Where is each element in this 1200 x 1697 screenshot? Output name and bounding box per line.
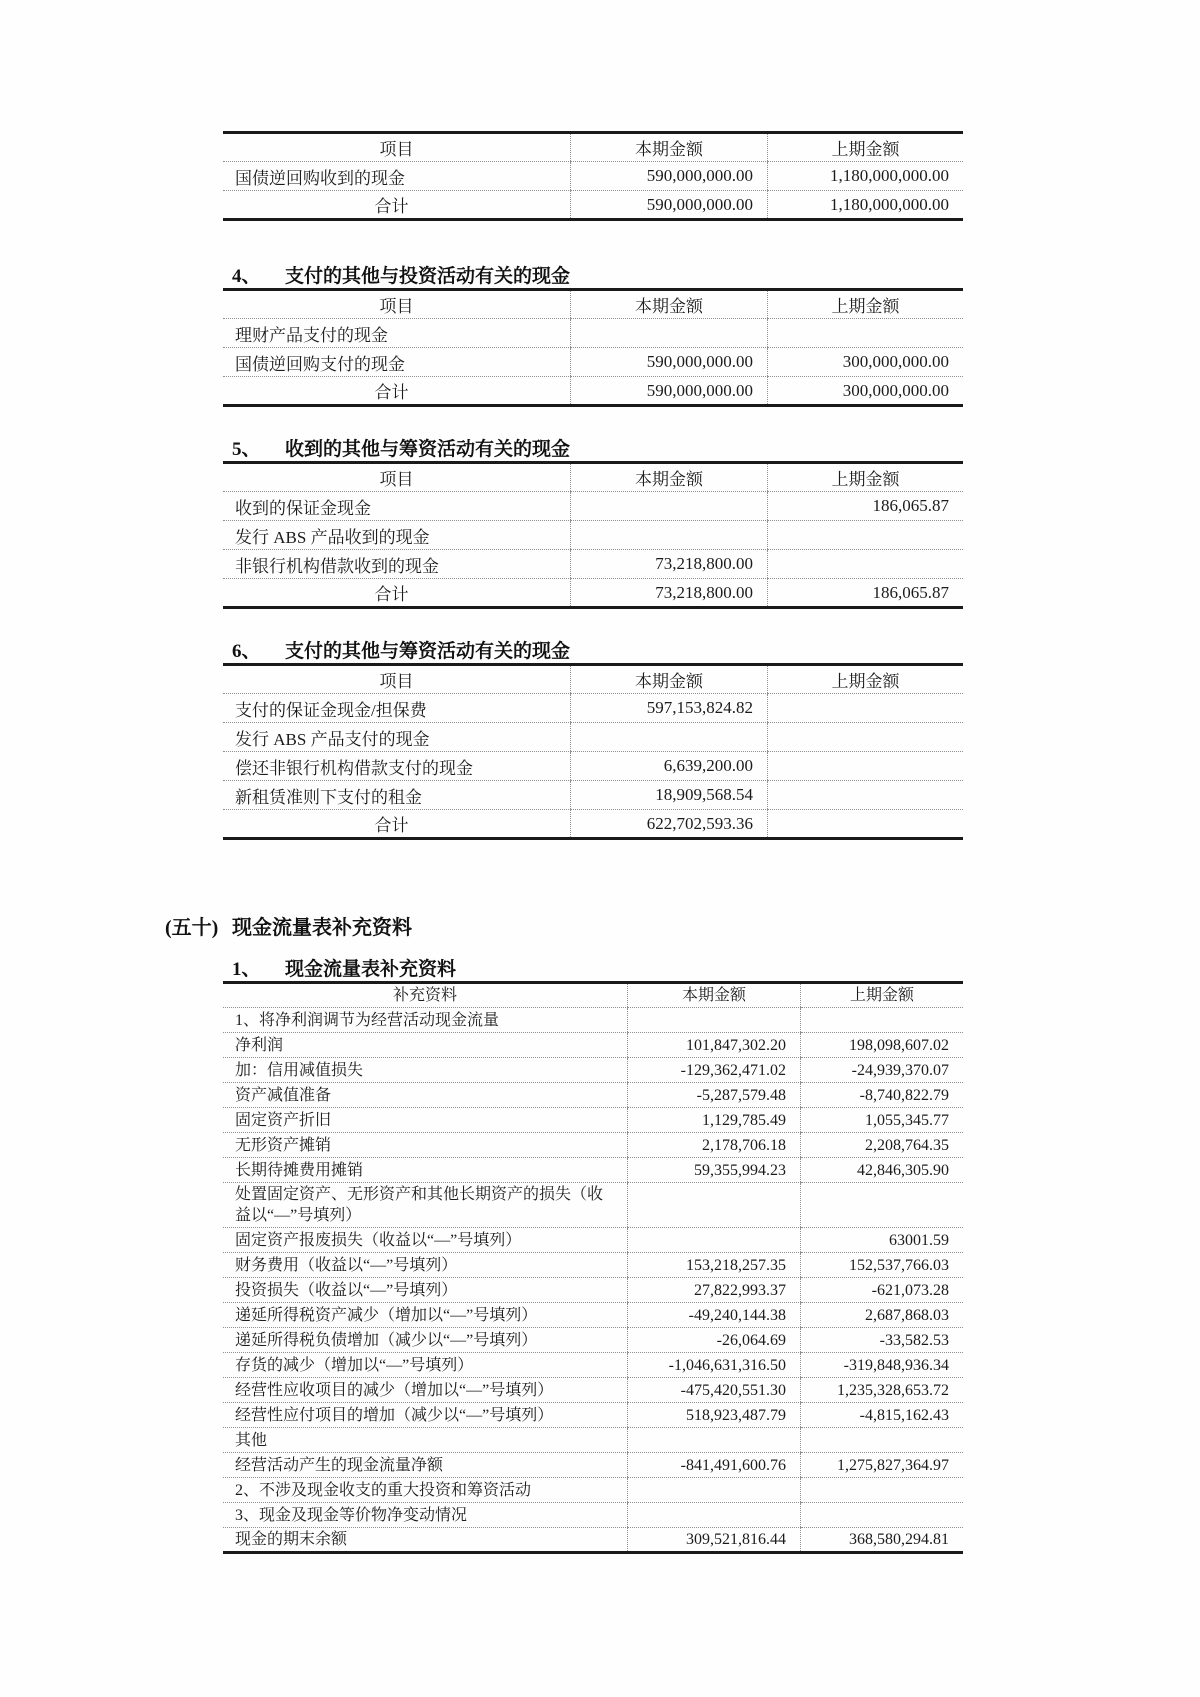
prior-amount — [768, 810, 964, 839]
current-amount: -26,064.69 — [628, 1328, 801, 1353]
section-50-number: (五十) — [165, 917, 219, 939]
row-label: 经营活动产生的现金流量净额 — [223, 1453, 628, 1478]
table-row — [223, 521, 963, 550]
prior-amount — [801, 1503, 964, 1528]
current-amount: 59,355,994.23 — [628, 1158, 801, 1183]
table-row — [223, 1008, 963, 1033]
prior-amount: 186,065.87 — [768, 579, 964, 608]
row-label: 加：信用减值损失 — [223, 1058, 628, 1083]
row-label: 合计 — [374, 816, 409, 835]
row-label: 收到的保证金现金 — [223, 492, 571, 521]
header-row — [223, 983, 963, 1008]
table-row — [223, 348, 963, 377]
current-amount: -841,491,600.76 — [628, 1453, 801, 1478]
current-amount — [628, 1428, 801, 1453]
header-row — [223, 463, 963, 492]
row-label: 无形资产摊销 — [223, 1133, 628, 1158]
prior-amount — [768, 781, 964, 810]
column-header: 上期金额 — [768, 463, 964, 492]
column-header: 项目 — [223, 290, 571, 319]
prior-amount: -4,815,162.43 — [801, 1403, 964, 1428]
section-4-heading — [232, 261, 1200, 288]
prior-amount — [768, 521, 964, 550]
row-label: 国债逆回购支付的现金 — [223, 348, 571, 377]
column-header: 项目 — [223, 463, 571, 492]
current-amount: 518,923,487.79 — [628, 1403, 801, 1428]
row-label: 处置固定资产、无形资产和其他长期资产的损失（收益以“—”号填列） — [223, 1183, 628, 1228]
section-5-heading — [232, 434, 1200, 461]
column-header: 本期金额 — [628, 983, 801, 1008]
prior-amount: 1,055,345.77 — [801, 1108, 964, 1133]
prior-amount: 1,180,000,000.00 — [768, 191, 964, 220]
table-row — [223, 377, 963, 406]
row-label: 财务费用（收益以“—”号填列） — [223, 1253, 628, 1278]
current-amount — [628, 1228, 801, 1253]
row-label: 投资损失（收益以“—”号填列） — [223, 1278, 628, 1303]
other-financing-receipts-table — [223, 461, 963, 609]
table-row — [223, 1478, 963, 1503]
table-row — [223, 1108, 963, 1133]
table-row — [223, 1253, 963, 1278]
row-label: 理财产品支付的现金 — [223, 319, 571, 348]
section-50-1-heading — [232, 954, 1200, 981]
table-row — [223, 1033, 963, 1058]
table-row — [223, 1058, 963, 1083]
column-header: 项目 — [223, 665, 571, 694]
current-amount: 18,909,568.54 — [571, 781, 768, 810]
section-4-number: 4、 — [232, 266, 261, 287]
row-label: 经营性应收项目的减少（增加以“—”号填列） — [223, 1378, 628, 1403]
column-header: 本期金额 — [571, 290, 768, 319]
table-row — [223, 1133, 963, 1158]
current-amount: 590,000,000.00 — [571, 348, 768, 377]
table-row — [223, 191, 963, 220]
row-label: 合计 — [374, 197, 409, 216]
current-amount: -1,046,631,316.50 — [628, 1353, 801, 1378]
table-row — [223, 1303, 963, 1328]
row-label: 支付的保证金现金/担保费 — [223, 694, 571, 723]
prior-amount — [768, 723, 964, 752]
current-amount: -49,240,144.38 — [628, 1303, 801, 1328]
section-50-1-number: 1、 — [232, 959, 261, 980]
prior-amount — [801, 1183, 964, 1228]
prior-amount — [801, 1428, 964, 1453]
section-6-title: 支付的其他与筹资活动有关的现金 — [285, 641, 571, 662]
table-row — [223, 1528, 963, 1553]
current-amount: 590,000,000.00 — [571, 191, 768, 220]
section-4-title: 支付的其他与投资活动有关的现金 — [285, 266, 571, 287]
prior-amount: 186,065.87 — [768, 492, 964, 521]
prior-amount: 42,846,305.90 — [801, 1158, 964, 1183]
column-header: 补充资料 — [223, 983, 628, 1008]
prior-amount: 2,208,764.35 — [801, 1133, 964, 1158]
row-label: 现金的期末余额 — [235, 1531, 348, 1548]
current-amount — [571, 723, 768, 752]
row-label: 递延所得税资产减少（增加以“—”号填列） — [223, 1303, 628, 1328]
prior-amount — [801, 1008, 964, 1033]
current-amount: 73,218,800.00 — [571, 579, 768, 608]
row-label: 偿还非银行机构借款支付的现金 — [223, 752, 571, 781]
row-label: 递延所得税负债增加（减少以“—”号填列） — [223, 1328, 628, 1353]
prior-amount: 1,235,328,653.72 — [801, 1378, 964, 1403]
current-amount — [571, 319, 768, 348]
table-row — [223, 1403, 963, 1428]
column-header: 本期金额 — [571, 133, 768, 162]
current-amount: 309,521,816.44 — [628, 1528, 801, 1553]
row-label: 发行 ABS 产品支付的现金 — [223, 723, 571, 752]
current-amount — [628, 1503, 801, 1528]
current-amount — [571, 492, 768, 521]
prior-amount: -33,582.53 — [801, 1328, 964, 1353]
table-row — [223, 1228, 963, 1253]
prior-amount — [768, 752, 964, 781]
section-50-1-title: 现金流量表补充资料 — [285, 959, 457, 980]
current-amount: -129,362,471.02 — [628, 1058, 801, 1083]
table-row — [223, 1353, 963, 1378]
row-label: 1、将净利润调节为经营活动现金流量 — [223, 1008, 628, 1033]
section-50-title: 现金流量表补充资料 — [232, 917, 412, 939]
table-row — [223, 550, 963, 579]
row-label: 长期待摊费用摊销 — [223, 1158, 628, 1183]
header-row — [223, 133, 963, 162]
column-header: 本期金额 — [571, 463, 768, 492]
prior-amount: 300,000,000.00 — [768, 377, 964, 406]
table-row — [223, 1278, 963, 1303]
prior-amount: 198,098,607.02 — [801, 1033, 964, 1058]
row-label: 经营性应付项目的增加（减少以“—”号填列） — [223, 1403, 628, 1428]
row-label: 固定资产报废损失（收益以“—”号填列） — [223, 1228, 628, 1253]
prior-amount — [768, 694, 964, 723]
table-row — [223, 1453, 963, 1478]
current-amount — [628, 1183, 801, 1228]
header-row — [223, 665, 963, 694]
current-amount: 622,702,593.36 — [571, 810, 768, 839]
table-row — [223, 162, 963, 191]
section-6-number: 6、 — [232, 641, 261, 662]
prior-amount: 368,580,294.81 — [801, 1528, 964, 1553]
table-row — [223, 781, 963, 810]
row-label: 新租赁准则下支付的租金 — [223, 781, 571, 810]
row-label: 其他 — [223, 1428, 628, 1453]
prior-amount: -8,740,822.79 — [801, 1083, 964, 1108]
current-amount: 590,000,000.00 — [571, 377, 768, 406]
table-row — [223, 694, 963, 723]
header-row — [223, 290, 963, 319]
section-50-heading — [165, 910, 1200, 940]
section-6-heading — [232, 636, 1200, 663]
prior-amount — [768, 550, 964, 579]
row-label: 存货的减少（增加以“—”号填列） — [223, 1353, 628, 1378]
row-label: 2、不涉及现金收支的重大投资和筹资活动 — [223, 1478, 628, 1503]
table-row — [223, 1503, 963, 1528]
table-row — [223, 810, 963, 839]
row-label: 非银行机构借款收到的现金 — [223, 550, 571, 579]
row-label: 国债逆回购收到的现金 — [223, 162, 571, 191]
section-5-title: 收到的其他与筹资活动有关的现金 — [285, 439, 571, 460]
cash-flow-supplement-table — [223, 981, 963, 1554]
row-label: 净利润 — [223, 1033, 628, 1058]
column-header: 上期金额 — [768, 665, 964, 694]
prior-amount: 2,687,868.03 — [801, 1303, 964, 1328]
column-header: 上期金额 — [768, 133, 964, 162]
prior-amount: 1,275,827,364.97 — [801, 1453, 964, 1478]
other-financing-payments-table — [223, 663, 963, 840]
current-amount: 101,847,302.20 — [628, 1033, 801, 1058]
current-amount: -475,420,551.30 — [628, 1378, 801, 1403]
table-row — [223, 752, 963, 781]
other-investing-payments-table — [223, 288, 963, 407]
current-amount: 6,639,200.00 — [571, 752, 768, 781]
current-amount: 590,000,000.00 — [571, 162, 768, 191]
table-row — [223, 1183, 963, 1228]
treasury-repo-received-table — [223, 131, 963, 221]
current-amount: -5,287,579.48 — [628, 1083, 801, 1108]
current-amount — [628, 1478, 801, 1503]
current-amount: 2,178,706.18 — [628, 1133, 801, 1158]
column-header: 项目 — [223, 133, 571, 162]
table-row — [223, 319, 963, 348]
table-row — [223, 579, 963, 608]
column-header: 上期金额 — [801, 983, 964, 1008]
table-row — [223, 1083, 963, 1108]
current-amount — [628, 1008, 801, 1033]
column-header: 本期金额 — [571, 665, 768, 694]
prior-amount: 1,180,000,000.00 — [768, 162, 964, 191]
row-label: 合计 — [374, 585, 409, 604]
prior-amount: 152,537,766.03 — [801, 1253, 964, 1278]
table-row — [223, 723, 963, 752]
table-row — [223, 1378, 963, 1403]
prior-amount: -621,073.28 — [801, 1278, 964, 1303]
table-row — [223, 1158, 963, 1183]
prior-amount: -319,848,936.34 — [801, 1353, 964, 1378]
table-row — [223, 492, 963, 521]
prior-amount: 63001.59 — [801, 1228, 964, 1253]
prior-amount: 300,000,000.00 — [768, 348, 964, 377]
row-label: 固定资产折旧 — [223, 1108, 628, 1133]
row-label: 发行 ABS 产品收到的现金 — [223, 521, 571, 550]
prior-amount — [768, 319, 964, 348]
current-amount — [571, 521, 768, 550]
row-label: 合计 — [374, 383, 409, 402]
current-amount: 153,218,257.35 — [628, 1253, 801, 1278]
current-amount: 1,129,785.49 — [628, 1108, 801, 1133]
current-amount: 27,822,993.37 — [628, 1278, 801, 1303]
row-label: 3、现金及现金等价物净变动情况 — [223, 1503, 628, 1528]
prior-amount — [801, 1478, 964, 1503]
current-amount: 597,153,824.82 — [571, 694, 768, 723]
section-5-number: 5、 — [232, 439, 261, 460]
prior-amount: -24,939,370.07 — [801, 1058, 964, 1083]
table-row — [223, 1328, 963, 1353]
current-amount: 73,218,800.00 — [571, 550, 768, 579]
row-label: 资产减值准备 — [223, 1083, 628, 1108]
table-row — [223, 1428, 963, 1453]
column-header: 上期金额 — [768, 290, 964, 319]
